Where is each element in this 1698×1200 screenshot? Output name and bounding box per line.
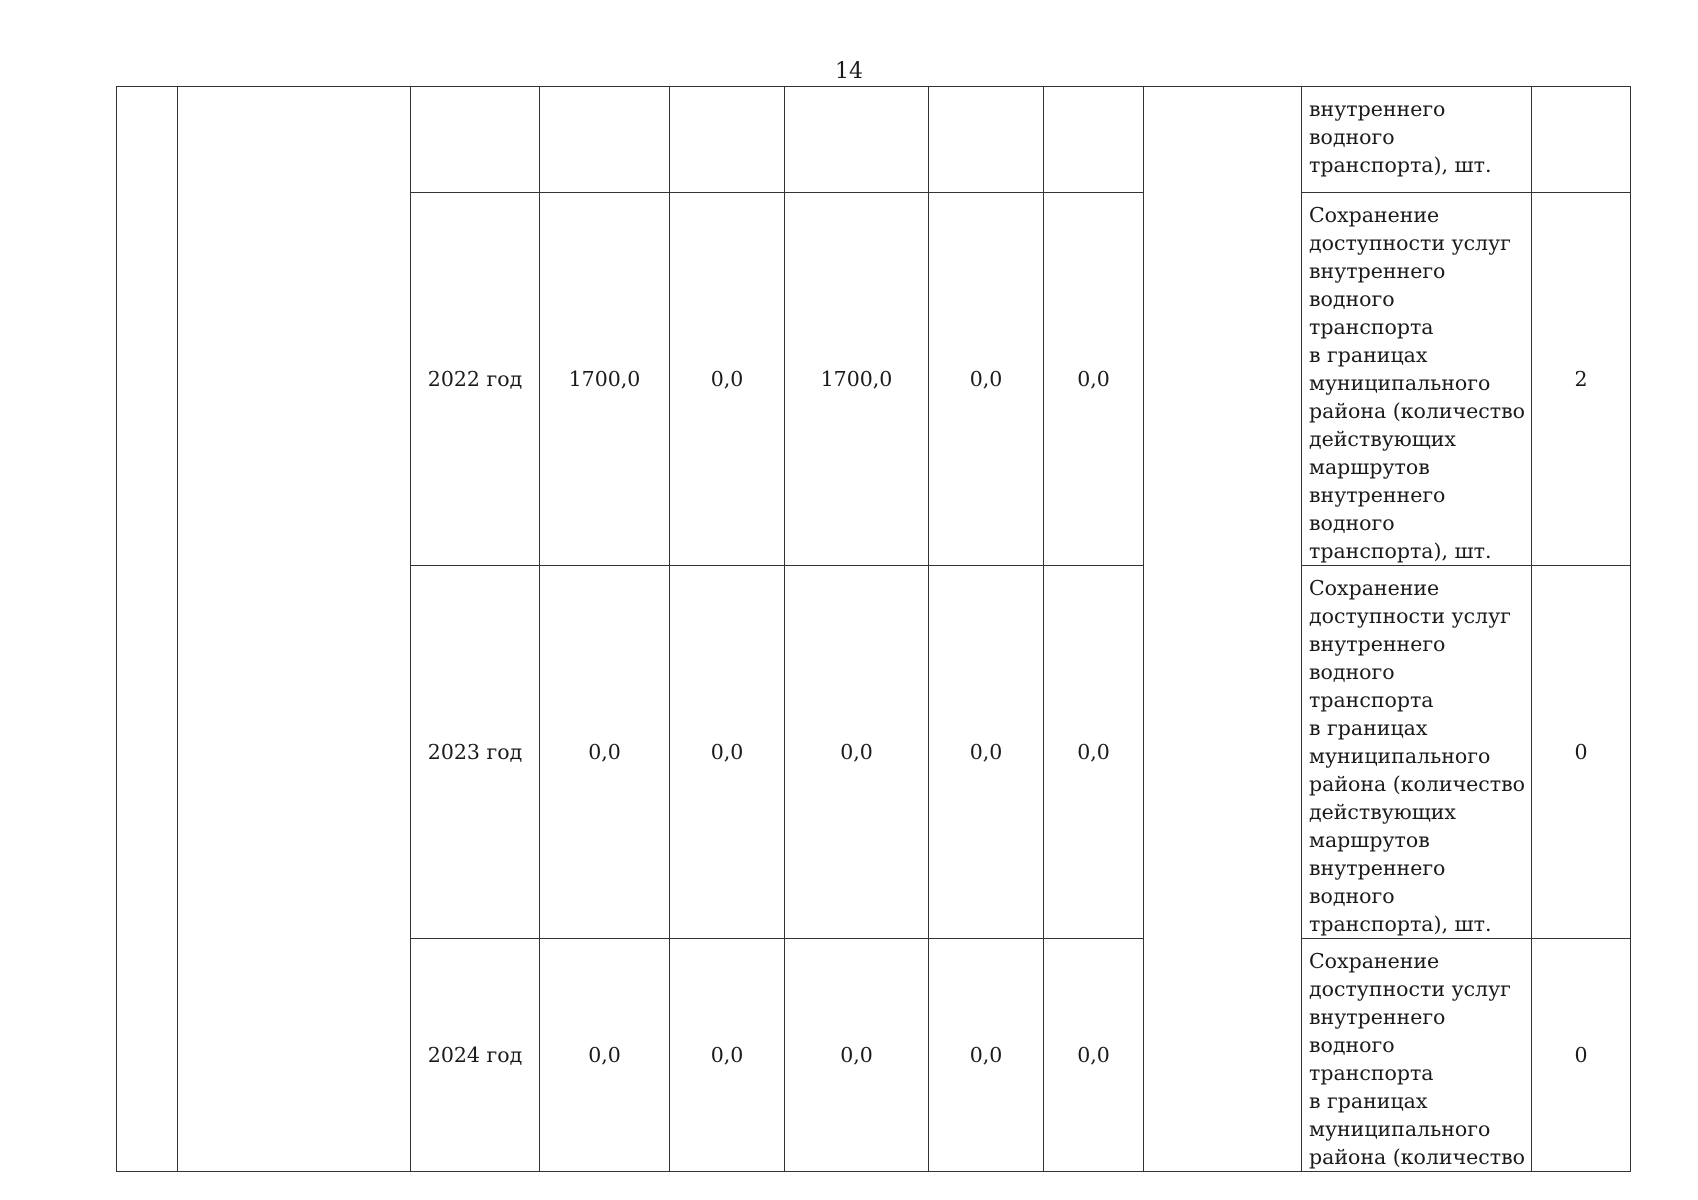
local-budget-cell: 0,0 (929, 566, 1044, 939)
regional-budget-cell: 0,0 (785, 939, 929, 1172)
total-cell: 0,0 (540, 939, 670, 1172)
other-sources-cell: 0,0 (1044, 566, 1144, 939)
regional-budget-cell (785, 87, 929, 193)
year-cell: 2024 год (411, 939, 540, 1172)
target-value-cell (1532, 87, 1631, 193)
year-cell (411, 87, 540, 193)
total-cell (540, 87, 670, 193)
target-value-cell: 2 (1532, 193, 1631, 566)
executor-cell (1144, 87, 1302, 1172)
local-budget-cell: 0,0 (929, 939, 1044, 1172)
federal-budget-cell: 0,0 (670, 939, 785, 1172)
program-table (116, 86, 1631, 1172)
target-value-cell: 0 (1532, 939, 1631, 1172)
other-sources-cell (1044, 87, 1144, 193)
year-cell: 2022 год (411, 193, 540, 566)
page-number: 14 (835, 59, 863, 84)
indicator-cell: Сохранение доступности услуг внутреннего водного транспорта в границах муниципального района (количество действующих маршрутов внутреннего водного транспорта), шт. (1302, 193, 1532, 566)
indicator-cell: внутреннего водного транспорта), шт. (1302, 87, 1532, 193)
local-budget-cell: 0,0 (929, 193, 1044, 566)
other-sources-cell: 0,0 (1044, 193, 1144, 566)
federal-budget-cell: 0,0 (670, 566, 785, 939)
federal-budget-cell (670, 87, 785, 193)
activity-name-cell (178, 87, 411, 1172)
target-value-cell: 0 (1532, 566, 1631, 939)
regional-budget-cell: 1700,0 (785, 193, 929, 566)
local-budget-cell (929, 87, 1044, 193)
regional-budget-cell: 0,0 (785, 566, 929, 939)
indicator-cell: Сохранение доступности услуг внутреннего водного транспорта в границах муниципального района (количество действующих маршрутов внутреннего водного транспорта), шт. (1302, 566, 1532, 939)
indicator-cell: Сохранение доступности услуг внутреннего водного транспорта в границах муниципального района (количество (1302, 939, 1532, 1172)
total-cell: 0,0 (540, 566, 670, 939)
number-cell (117, 87, 178, 1172)
federal-budget-cell: 0,0 (670, 193, 785, 566)
year-cell: 2023 год (411, 566, 540, 939)
table-row (117, 87, 1631, 193)
other-sources-cell: 0,0 (1044, 939, 1144, 1172)
total-cell: 1700,0 (540, 193, 670, 566)
